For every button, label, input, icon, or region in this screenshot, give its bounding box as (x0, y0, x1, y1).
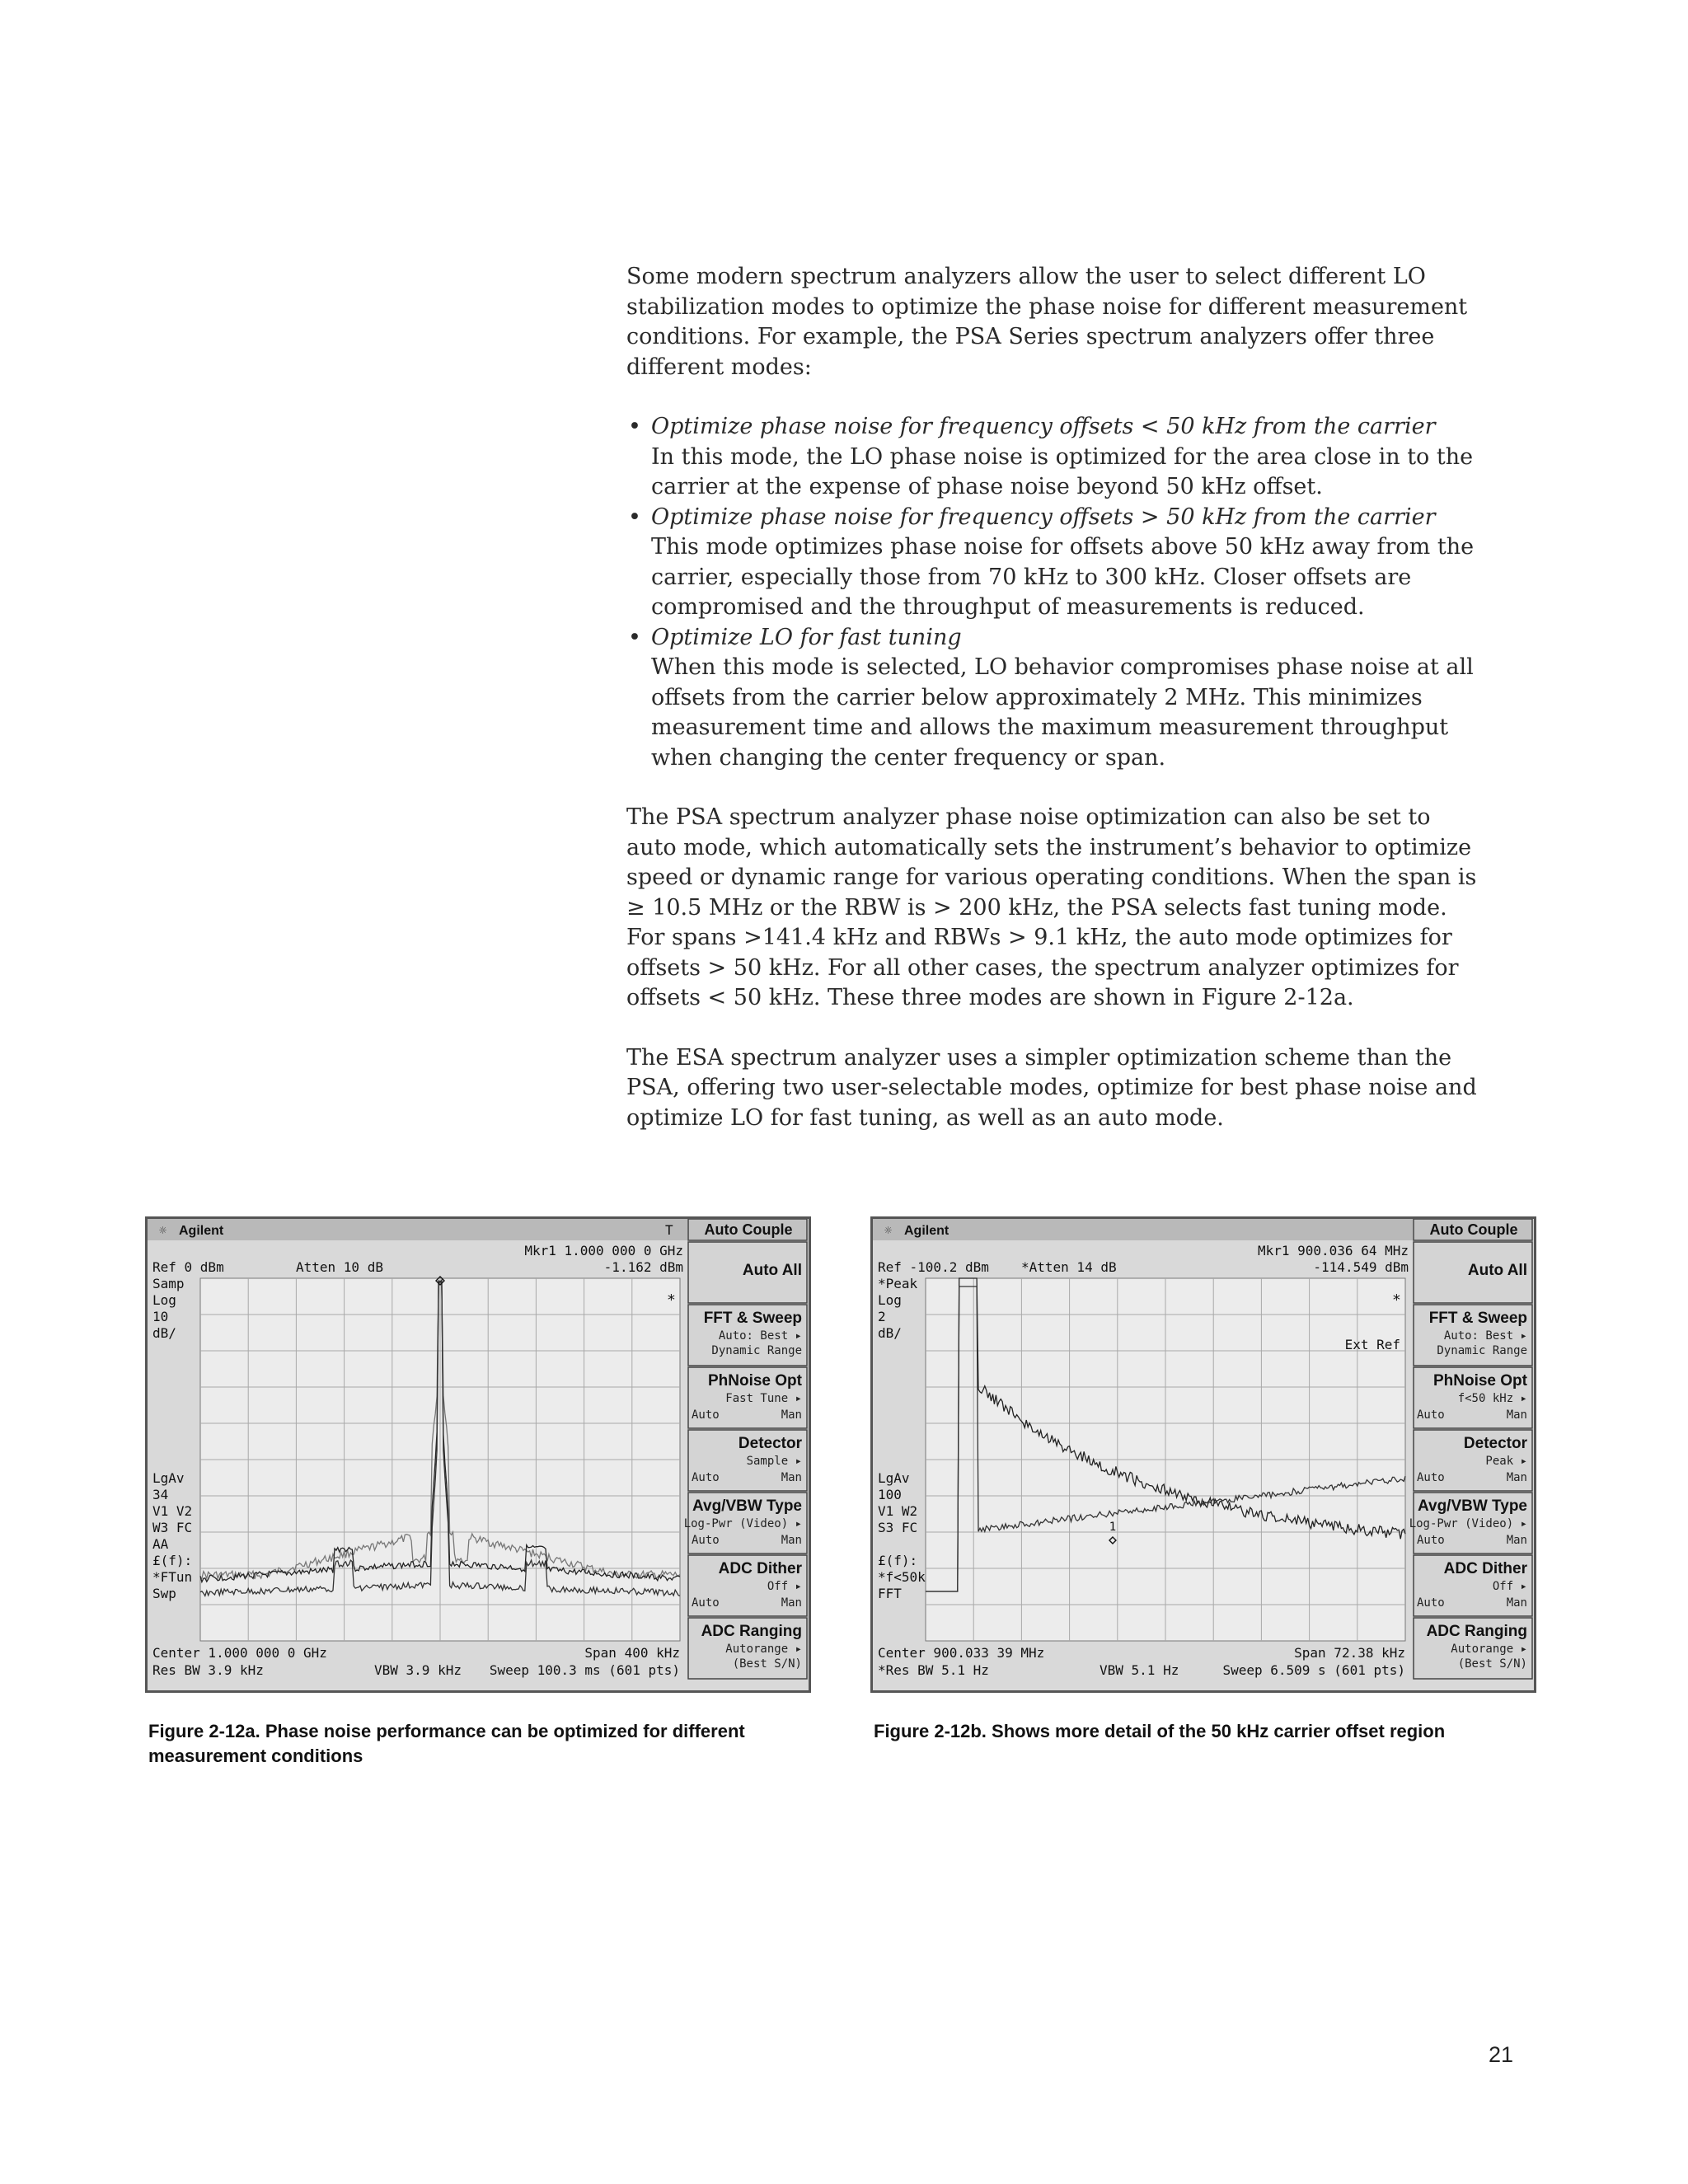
softkey-auto-all[interactable] (1414, 1242, 1532, 1303)
softkey-value: Autorange ▸ (1451, 1643, 1527, 1656)
bullet-icon: • (628, 504, 641, 530)
softkey-auto-option: Auto (692, 1534, 720, 1547)
left-annotation: £(f): (878, 1553, 918, 1568)
left-annotation: £(f): (152, 1553, 193, 1568)
softkey-title: Auto All (742, 1262, 802, 1279)
softkey-auto-option: Auto (1417, 1408, 1445, 1422)
softkey-title: Auto Couple (704, 1221, 793, 1238)
softkey-title: ADC Dither (1443, 1560, 1527, 1577)
softkey-value: Log-Pwr (Video) ▸ (683, 1517, 802, 1530)
reference-level: Ref 0 dBm (152, 1259, 224, 1275)
left-annotation: LgAv (152, 1470, 185, 1486)
softkey-value: Log-Pwr (Video) ▸ (1409, 1517, 1527, 1530)
resolution-bandwidth: *Res BW 5.1 Hz (878, 1662, 989, 1678)
softkey-man-option: Man (1506, 1596, 1527, 1610)
softkey-auto-option: Auto (1417, 1596, 1445, 1610)
softkey-auto-all[interactable] (688, 1242, 807, 1303)
esa-paragraph: The ESA spectrum analyzer uses a simpler optimization scheme than the PSA, offering two user-selectable modes, optimize for best phase noise and optimize LO for fast tuning, as well as an auto mode. (626, 1044, 1477, 1131)
softkey-value: Sample ▸ (746, 1455, 802, 1468)
softkey-fft-sweep[interactable] (688, 1305, 807, 1366)
softkey-value: Dynamic Range (711, 1344, 802, 1357)
figure-caption-a: Figure 2-12a. Phase noise performance can be optimized for different measurement conditions (148, 1721, 745, 1766)
title-bar (148, 1219, 687, 1240)
mode-description: When this mode is selected, LO behavior compromises phase noise at all offsets from the carrier below approximately 2 MHz. This minimizes measurement time and allows the maximum measurement throughput when changing the center frequency or span. (651, 654, 1474, 771)
softkey-adc-ranging[interactable] (688, 1618, 807, 1679)
analyzer-display (873, 1219, 1534, 1690)
list-item (626, 412, 1484, 503)
center-frequency: Center 1.000 000 0 GHz (152, 1645, 327, 1661)
softkey-title: FFT & Sweep (1428, 1310, 1527, 1327)
softkey-avg-vbw-type[interactable] (684, 1493, 807, 1554)
sweep-time: Sweep 6.509 s (601 pts) (1222, 1662, 1405, 1678)
resolution-bandwidth: Res BW 3.9 kHz (152, 1662, 264, 1678)
left-annotation: 34 (152, 1487, 169, 1502)
measure-flag: * (1392, 1291, 1401, 1309)
left-annotation: V1 V2 (152, 1503, 193, 1519)
softkey-avg-vbw-type[interactable] (1409, 1493, 1532, 1554)
list-item (626, 623, 1484, 774)
brand-label: Agilent (904, 1224, 950, 1238)
brand-label: Agilent (179, 1224, 224, 1238)
analyzer-screen-a (145, 1216, 811, 1693)
intro-paragraph: Some modern spectrum analyzers allow the user to select different LO stabilization modes to optimize the phase noise for different measurement conditions. For example, the PSA Series spectrum analyzers offer three different modes: (626, 264, 1468, 380)
left-annotation: 10 (152, 1309, 169, 1324)
softkey-title: ADC Ranging (701, 1623, 802, 1640)
softkey-auto-option: Auto (692, 1596, 720, 1610)
mode-title: Optimize phase noise for frequency offsets > 50 kHz from the carrier (651, 504, 1436, 530)
softkey-title: Avg/VBW Type (692, 1497, 802, 1515)
marker-frequency: Mkr1 1.000 000 0 GHz (524, 1243, 683, 1258)
analyzer-display (148, 1219, 809, 1690)
softkey-man-option: Man (1506, 1534, 1527, 1547)
left-annotation: dB/ (152, 1325, 176, 1341)
softkey-value: (Best S/N) (1457, 1657, 1527, 1671)
softkey-auto-option: Auto (1417, 1471, 1445, 1484)
left-annotation: Log (878, 1292, 902, 1308)
softkey-title: PhNoise Opt (707, 1372, 802, 1390)
softkey-title: FFT & Sweep (703, 1310, 802, 1327)
left-annotation: W3 FC (152, 1520, 193, 1535)
left-annotation: 2 (878, 1309, 886, 1324)
softkey-title: PhNoise Opt (1432, 1372, 1527, 1390)
softkey-man-option: Man (1506, 1471, 1527, 1484)
softkey-title: ADC Ranging (1426, 1623, 1527, 1640)
auto-mode-paragraph: The PSA spectrum analyzer phase noise optimization can also be set to auto mode, which automatically sets the instrument’s behavior to optimize speed or dynamic range for various operating conditions. When the span is ≥ 10.5 MHz or the RBW is > 200 kHz, the PSA selects fast tuning mode. For spans >141.4 kHz and RBWs > 9.1 kHz, the auto mode optimizes for offsets > 50 kHz. For all other cases, the spectrum analyzer optimizes for offsets < 50 kHz. These three modes are shown in Figure 2-12a. (626, 804, 1477, 1010)
softkey-auto-option: Auto (692, 1408, 720, 1422)
softkey-value: Dynamic Range (1437, 1344, 1527, 1357)
softkey-auto-couple[interactable] (688, 1219, 807, 1240)
left-annotation: S3 FC (878, 1520, 918, 1535)
softkey-phnoise-opt[interactable] (688, 1367, 807, 1428)
mode-list (626, 412, 1484, 773)
video-bandwidth: VBW 5.1 Hz (1100, 1662, 1179, 1678)
attenuation-label: Atten 10 dB (296, 1259, 383, 1275)
page-number: 21 (1489, 2042, 1514, 2067)
marker-amplitude: -1.162 dBm (603, 1259, 683, 1275)
sweep-time: Sweep 100.3 ms (601 pts) (489, 1662, 680, 1678)
left-annotation: *f<50k (878, 1569, 926, 1585)
softkey-title: Avg/VBW Type (1417, 1497, 1527, 1515)
figure-caption-b: Figure 2-12b. Shows more detail of the 50 kHz carrier offset region (874, 1721, 1446, 1741)
softkey-man-option: Man (781, 1408, 802, 1422)
softkey-title: Auto Couple (1429, 1221, 1518, 1238)
left-annotation: *Peak (878, 1276, 918, 1291)
softkey-title: Detector (1463, 1435, 1527, 1452)
softkey-title: Auto All (1467, 1262, 1527, 1279)
left-annotation: FFT (878, 1586, 902, 1601)
softkey-phnoise-opt[interactable] (1414, 1367, 1532, 1428)
softkey-auto-option: Auto (692, 1471, 720, 1484)
list-item (626, 503, 1484, 623)
softkey-auto-option: Auto (1417, 1534, 1445, 1547)
span-label: Span 72.38 kHz (1294, 1645, 1405, 1661)
marker-number: 1 (1109, 1521, 1117, 1534)
measure-flag: * (667, 1291, 676, 1309)
softkey-value: Peak ▸ (1485, 1455, 1527, 1468)
left-annotation: dB/ (878, 1325, 902, 1341)
mode-description: This mode optimizes phase noise for offsets above 50 kHz away from the carrier, especially those from 70 kHz to 300 kHz. Closer offsets are compromised and the throughput of measurements is reduced. (651, 534, 1475, 620)
softkey-adc-dither[interactable] (688, 1555, 807, 1616)
left-annotation: LgAv (878, 1470, 910, 1486)
softkey-adc-dither[interactable] (1414, 1555, 1532, 1616)
attenuation-label: *Atten 14 dB (1021, 1259, 1117, 1275)
span-label: Span 400 kHz (584, 1645, 680, 1661)
left-annotation: V1 W2 (878, 1503, 918, 1519)
mode-title: Optimize LO for fast tuning (651, 624, 962, 650)
reference-level: Ref -100.2 dBm (878, 1259, 989, 1275)
left-annotation: 100 (878, 1487, 902, 1502)
softkey-auto-couple[interactable] (1414, 1219, 1532, 1240)
softkey-value: (Best S/N) (732, 1657, 802, 1671)
softkey-value: Autorange ▸ (725, 1643, 802, 1656)
softkey-title: ADC Dither (718, 1560, 802, 1577)
softkey-man-option: Man (1506, 1408, 1527, 1422)
center-frequency: Center 900.033 39 MHz (878, 1645, 1045, 1661)
title-bar (873, 1219, 1413, 1240)
status-flag: T (665, 1222, 673, 1238)
analyzer-screen-b (870, 1216, 1536, 1693)
video-bandwidth: VBW 3.9 kHz (374, 1662, 462, 1678)
left-annotation: Samp (152, 1276, 185, 1291)
left-annotation: AA (152, 1536, 169, 1552)
left-annotation: *FTun (152, 1569, 193, 1585)
softkey-man-option: Man (781, 1534, 802, 1547)
softkey-adc-ranging[interactable] (1414, 1618, 1532, 1679)
left-annotation: Log (152, 1292, 176, 1308)
softkey-value: Auto: Best ▸ (718, 1329, 802, 1343)
softkey-detector[interactable] (688, 1430, 807, 1491)
ext-ref-label: Ext Ref (1344, 1337, 1400, 1352)
bullet-icon: • (628, 414, 641, 439)
sun-icon: ☼ (884, 1223, 893, 1238)
softkey-value: Auto: Best ▸ (1443, 1329, 1527, 1343)
mode-description: In this mode, the LO phase noise is optimized for the area close in to the carrier at the expense of phase noise beyond 50 kHz offset. (651, 443, 1474, 499)
softkey-value: Off ▸ (1492, 1580, 1527, 1593)
softkey-detector[interactable] (1414, 1430, 1532, 1491)
softkey-man-option: Man (781, 1596, 802, 1610)
bullet-icon: • (628, 624, 641, 650)
left-annotation: Swp (152, 1586, 176, 1601)
softkey-value: f<50 kHz ▸ (1457, 1392, 1527, 1405)
mode-title: Optimize phase noise for frequency offsets < 50 kHz from the carrier (651, 414, 1436, 439)
sun-icon: ☼ (159, 1223, 167, 1238)
marker-frequency: Mkr1 900.036 64 MHz (1257, 1243, 1409, 1258)
softkey-fft-sweep[interactable] (1414, 1305, 1532, 1366)
softkey-title: Detector (738, 1435, 802, 1452)
body-text (626, 262, 1484, 1163)
softkey-value: Fast Tune ▸ (725, 1392, 802, 1405)
marker-amplitude: -114.549 dBm (1313, 1259, 1409, 1275)
softkey-value: Off ▸ (767, 1580, 802, 1593)
softkey-man-option: Man (781, 1471, 802, 1484)
